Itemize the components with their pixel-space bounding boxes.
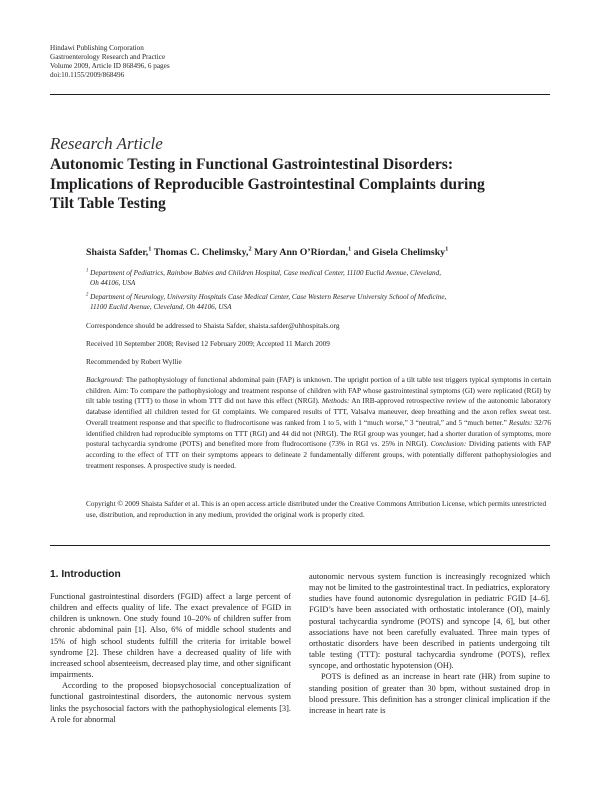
affil-line: Department of Pediatrics, Rainbow Babies and Children Hospital, Case medical Center, 11100 Euclid Avenue, Cleveland, xyxy=(90,269,441,277)
article-type: Research Article xyxy=(50,134,163,153)
running-header xyxy=(50,44,170,80)
affil-mark: 2 xyxy=(86,292,89,298)
abstract-label-background: Background: xyxy=(86,375,124,384)
publisher-name: Hindawi Publishing Corporation xyxy=(50,44,144,52)
recommended-by: Recommended by Robert Wyllie xyxy=(86,357,182,366)
body-column-left xyxy=(50,591,291,725)
correspondence: Correspondence should be addressed to Shaista Safder, shaista.safder@uhhospitals.org xyxy=(86,321,340,330)
author-list xyxy=(86,247,448,258)
author-name: Shaista Safder, xyxy=(86,247,149,258)
abstract-label-conclusion: Conclusion: xyxy=(430,439,467,449)
article-title xyxy=(50,155,555,214)
author-name: Thomas C. Chelimsky, xyxy=(151,247,249,258)
abstract-label-methods: Methods: xyxy=(321,396,350,406)
affil-line: 11100 Euclid Avenue, Cleveland, Oh 44106, USA xyxy=(90,302,232,311)
section-heading: 1. Introduction xyxy=(50,569,121,580)
header-rule xyxy=(50,94,550,95)
abstract-background: The pathophysiology of functional abdominal pain (FAP) is unknown. The upright portion of a tilt table test triggers typical symptoms in certain children. Aim: To compare the pathophysiology and treatment response of children with FAP whose gastrointestinal symptoms (GI) were replicated (RGI) by tilt table testing (TTT) to those in whom TTT did not have this effect (NRGI). xyxy=(86,375,551,406)
copyright-notice: Copyright © 2009 Shaista Safder et al. This is an open access article distributed under the Creative Commons Attribution License, which permits unrestricted use, distribution, and reproduction in any medium, provided the original work is properly cited. xyxy=(86,499,547,519)
affiliation-1 xyxy=(86,269,526,288)
volume-info: Volume 2009, Article ID 868496, 6 pages xyxy=(50,61,170,70)
author-name: and Gisela Chelimsky xyxy=(351,247,446,258)
journal-name: Gastroenterology Research and Practice xyxy=(50,52,166,61)
body-paragraph: Functional gastrointestinal disorders (FGID) affect a large percent of children and effects quality of life. The exact prevalence of FGID in children is unknown. One study found 10–20% of children suffer from chronic abdominal pain [1]. Also, 6% of middle school students and 15% of high school students fulfill the criteria for irritable bowel syndrome [2]. These children have a decreased quality of life with increased school absenteeism, decreased play time, and other significant impairments. xyxy=(50,592,291,680)
affil-line: Department of Neurology, University Hospitals Case Medical Center, Case Western Reserve University School of Medicine, xyxy=(90,293,447,301)
author-affil-mark: 2 xyxy=(248,245,252,253)
title-line: Autonomic Testing in Functional Gastrointestinal Disorders: xyxy=(50,156,454,173)
affil-line: Oh 44106, USA xyxy=(90,278,136,287)
abstract-methods: An IRB-approved retrospective review of the autonomic laboratory database identified all children tested for GI complaints. We compared results of TTT, Valsalva maneuver, deep breathing and the axon reflex sweat test. Overall treatment response and that specific to fludrocortisone was ranked from 1 to 5, with 1 “much worse,” 3 “neutral,” and 5 “much better.” xyxy=(86,396,551,427)
title-line: Implications of Reproducible Gastrointestinal Complaints during xyxy=(50,175,485,193)
abstract xyxy=(86,375,551,471)
author-affil-mark: 1 xyxy=(445,245,449,253)
title-line: Tilt Table Testing xyxy=(50,195,166,213)
doi[interactable]: doi:10.1155/2009/868496 xyxy=(50,70,125,79)
history-dates: Received 10 September 2008; Revised 12 February 2009; Accepted 11 March 2009 xyxy=(86,339,330,348)
abstract-label-results: Results: xyxy=(508,417,533,427)
author-affil-mark: 1 xyxy=(148,245,152,253)
body-paragraph: POTS is defined as an increase in heart rate (HR) from supine to standing position of greater than 30 bpm, without sustained drop in blood pressure. This definition has a stronger clinical implication if the increase in heart rate is xyxy=(309,672,550,715)
author-affil-mark: 1 xyxy=(347,245,352,253)
body-column-right xyxy=(309,571,550,716)
body-paragraph: autonomic nervous system function is increasingly recognized which may not be limited to the gastrointestinal tract. In pediatrics, exploratory studies have found autonomic dysregulation in pediatric FGID [4–6]. FGID’s have been associated with orthostatic intolerance (OI), mainly postural tachycardia syndrome (POTS) and syncope [4, 6], but other associations have not been carefully evaluated. Three main types of orthostatic disorders have been described in patients undergoing tilt table testing (TTT): postural tachycardia syndrome (POTS), reflex syncope, and orthostatic hypotension (OH). xyxy=(309,572,550,671)
affil-mark: 1 xyxy=(86,268,89,274)
author-name: Mary Ann O’Riordan, xyxy=(251,247,348,258)
body-paragraph: According to the proposed biopsychosocial conceptualization of functional gastrointestinal disorders, the autonomic nervous system links the psychosocial factors with the pathophysiological elements [3]. A role for abnormal xyxy=(50,681,291,724)
abstract-results: 32/76 identified children had reproducible symptoms on TTT (RGI) and 44 did not (NRGI). The RGI group was younger, had a shorter duration of symptoms, more postural tachycardia syndrome (POTS) and benefited more from fludrocortisone (73% in RGI vs. 25% in NRGI). xyxy=(86,417,551,449)
section-rule xyxy=(50,545,550,546)
abstract-conclusion: Dividing patients with FAP according to the effect of TTT on their symptoms appears to delineate 2 fundamentally different groups, with potentially different pathophysiologies and treatment responses. A prospective study is needed. xyxy=(86,439,551,470)
affiliation-2 xyxy=(86,293,526,312)
